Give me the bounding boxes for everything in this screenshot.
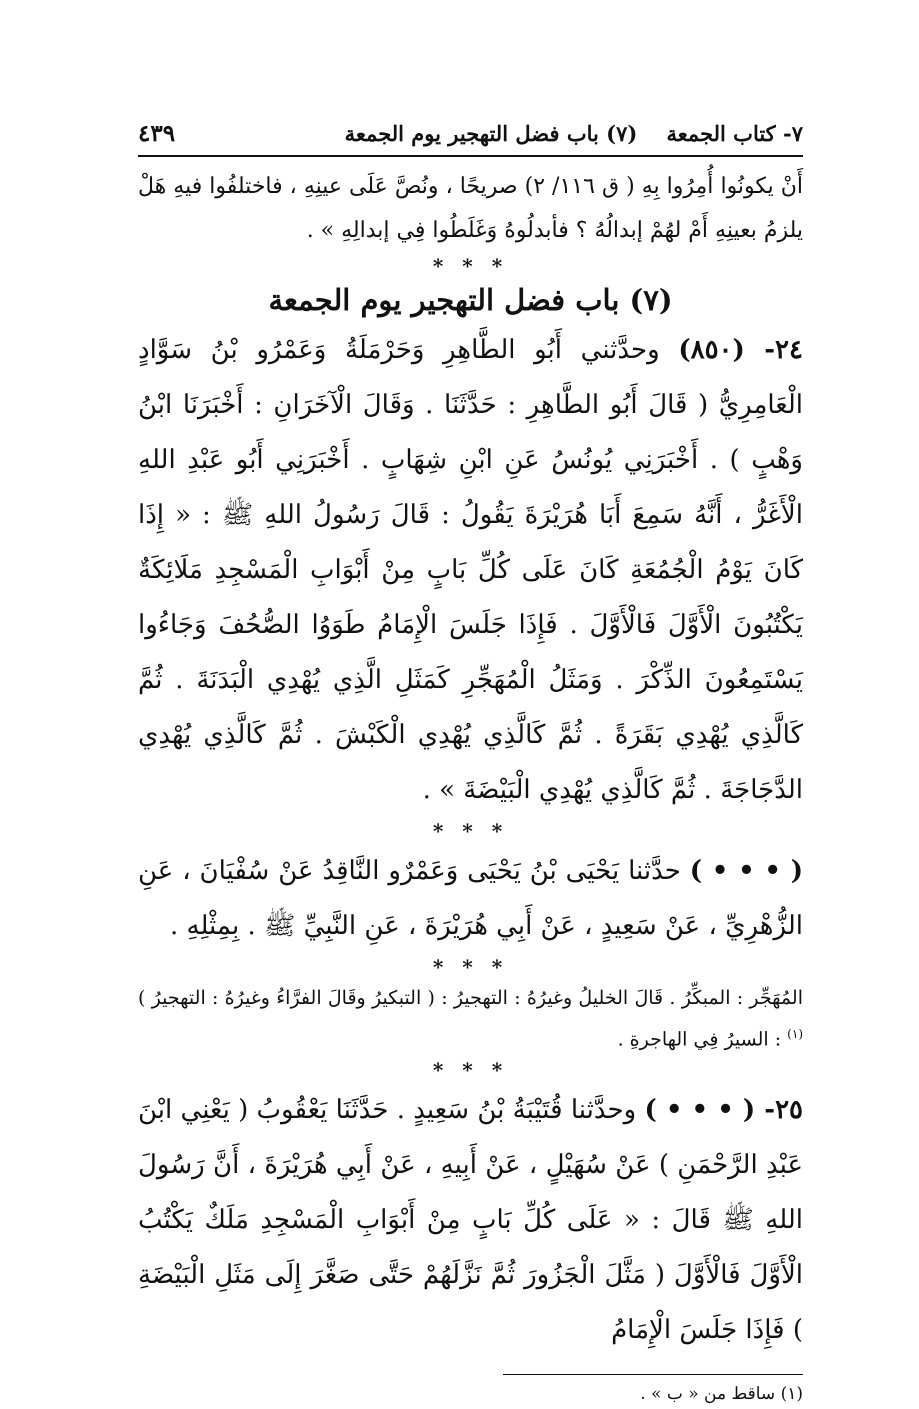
separator-stars: * * * bbox=[432, 819, 509, 843]
footnote-divider bbox=[503, 1374, 803, 1375]
chapter-title: (٧) باب فضل التهجير يوم الجمعة bbox=[268, 283, 673, 317]
separator-stars: * * * bbox=[432, 955, 509, 979]
footnote: (١) ساقط من « ب » . bbox=[640, 1384, 803, 1405]
commentary bbox=[138, 980, 803, 1057]
hadith-24b-text: حدَّثنا يَحْيَى بْنُ يَحْيَى وَعَمْرٌو النَّاقِدُ عَنْ سُفْيَانَ ، عَنِ الزُّهْرِيِّ ، عَنْ سَعِيدٍ ، عَنْ أَبِي هُرَيْرَةَ ، عَنِ النَّبِيِّ ﷺ . بِمِثْلِهِ . bbox=[138, 856, 803, 941]
hadith-25-number: ٢٥- ( • • • ) bbox=[644, 1095, 804, 1126]
book-page bbox=[138, 120, 803, 1409]
header-book-title: ٧- كتاب الجمعة bbox=[666, 121, 803, 146]
hadith-24-text: وحدَّثني أَبُو الطَّاهِرِ وَحَرْمَلَةُ وَعَمْرُو بْنُ سَوَّادٍ الْعَامِرِيُّ ( قَالَ أَبُو الطَّاهِرِ : حَدَّثَنَا . وَقَالَ الْآخَرَانِ : أَخْبَرَنَا ابْنُ وَهْبٍ ) . أَخْبَرَنِي يُونُسُ عَنِ ابْنِ شِهَابٍ . أَخْبَرَنِي أَبُو عَبْدِ اللهِ الْأَغَرُّ ، أَنَّهُ سَمِعَ أَبَا هُرَيْرَةَ يَقُولُ : قَالَ رَسُولُ اللهِ ﷺ : « إِذَا كَانَ يَوْمُ الْجُمُعَةِ كَانَ عَلَى كُلِّ بَابٍ مِنْ أَبْوَابِ الْمَسْجِدِ مَلَائِكَةٌ يَكْتُبُونَ الْأَوَّلَ فَالْأَوَّلَ . فَإِذَا جَلَسَ الْإِمَامُ طَوَوُا الصُّحُفَ وَجَاءُوا يَسْتَمِعُونَ الذِّكْرَ . وَمَثَلُ الْمُهَجِّرِ كَمَثَلِ الَّذِي يُهْدِي الْبَدَنَةَ . ثُمَّ كَالَّذِي يُهْدِي بَقَرَةً . ثُمَّ كَالَّذِي يُهْدِي الْكَبْشَ . ثُمَّ كَالَّذِي يُهْدِي الدَّجَاجَةَ . ثُمَّ كَالَّذِي يُهْدِي الْبَيْضَةَ » . bbox=[138, 335, 803, 805]
commentary-text: المُهَجِّر : المبكِّرُ . قَالَ الخليلُ وغيرُهُ : التهجيرُ : ( التبكيرُ وقَالَ الفرَّاءُ وغيرُهُ : التهجيرُ ) bbox=[138, 987, 803, 1009]
commentary-text-continued: : السيرُ فِي الهاجرةِ . bbox=[617, 1028, 782, 1051]
hadith-24b bbox=[138, 844, 803, 954]
header-chapter-title bbox=[345, 121, 803, 146]
footnote-marker: (١) bbox=[787, 1027, 803, 1041]
hadith-25-text: وحدَّثنا قُتَيْبَةُ بْنُ سَعِيدٍ . حَدَّثَنَا يَعْقُوبُ ( يَعْنِي ابْنَ عَبْدِ الرَّحْمَنِ ) عَنْ سُهَيْلٍ ، عَنْ أَبِيهِ ، عَنْ أَبِي هُرَيْرَةَ ، أَنَّ رَسُولَ اللهِ ﷺ قَالَ : « عَلَى كُلِّ بَابٍ مِنْ أَبْوَابِ الْمَسْجِدِ مَلَكٌ يَكْتُبُ الْأَوَّلَ فَالْأَوَّلَ ( مَثَّلَ الْجَزُورَ ثُمَّ نَزَّلَهُمْ حَتَّى صَغَّرَ إِلَى مَثَلِ الْبَيْضَةِ ) فَإِذَا جَلَسَ الْإِمَامُ bbox=[138, 1095, 803, 1346]
separator-stars: * * * bbox=[432, 254, 509, 278]
page-number: ٤٣٩ bbox=[138, 120, 176, 147]
hadith-24b-number: ( • • • ) bbox=[689, 856, 804, 886]
running-header bbox=[138, 120, 803, 157]
hadith-24 bbox=[138, 323, 803, 818]
intro-paragraph: أَنْ يكونُوا أُمِرُوا بِهِ ( ق ١١٦/ ٢) صريحًا ، ونُصَّ عَلَى عينِهِ ، فاختلفُوا فيهِ هَلْ يلزمُ بعينِهِ أَمْ لهُمْ إبدالُهُ ؟ فأبدلُوهُ وَغَلَطُوا فِي إبدالِهِ » . bbox=[138, 174, 803, 243]
hadith-24-number: ٢٤- (٨٥٠) bbox=[678, 335, 803, 365]
header-section-title: (٧) باب فضل التهجير يوم الجمعة bbox=[344, 121, 638, 146]
separator-stars: * * * bbox=[432, 1058, 509, 1083]
hadith-25 bbox=[138, 1083, 803, 1358]
